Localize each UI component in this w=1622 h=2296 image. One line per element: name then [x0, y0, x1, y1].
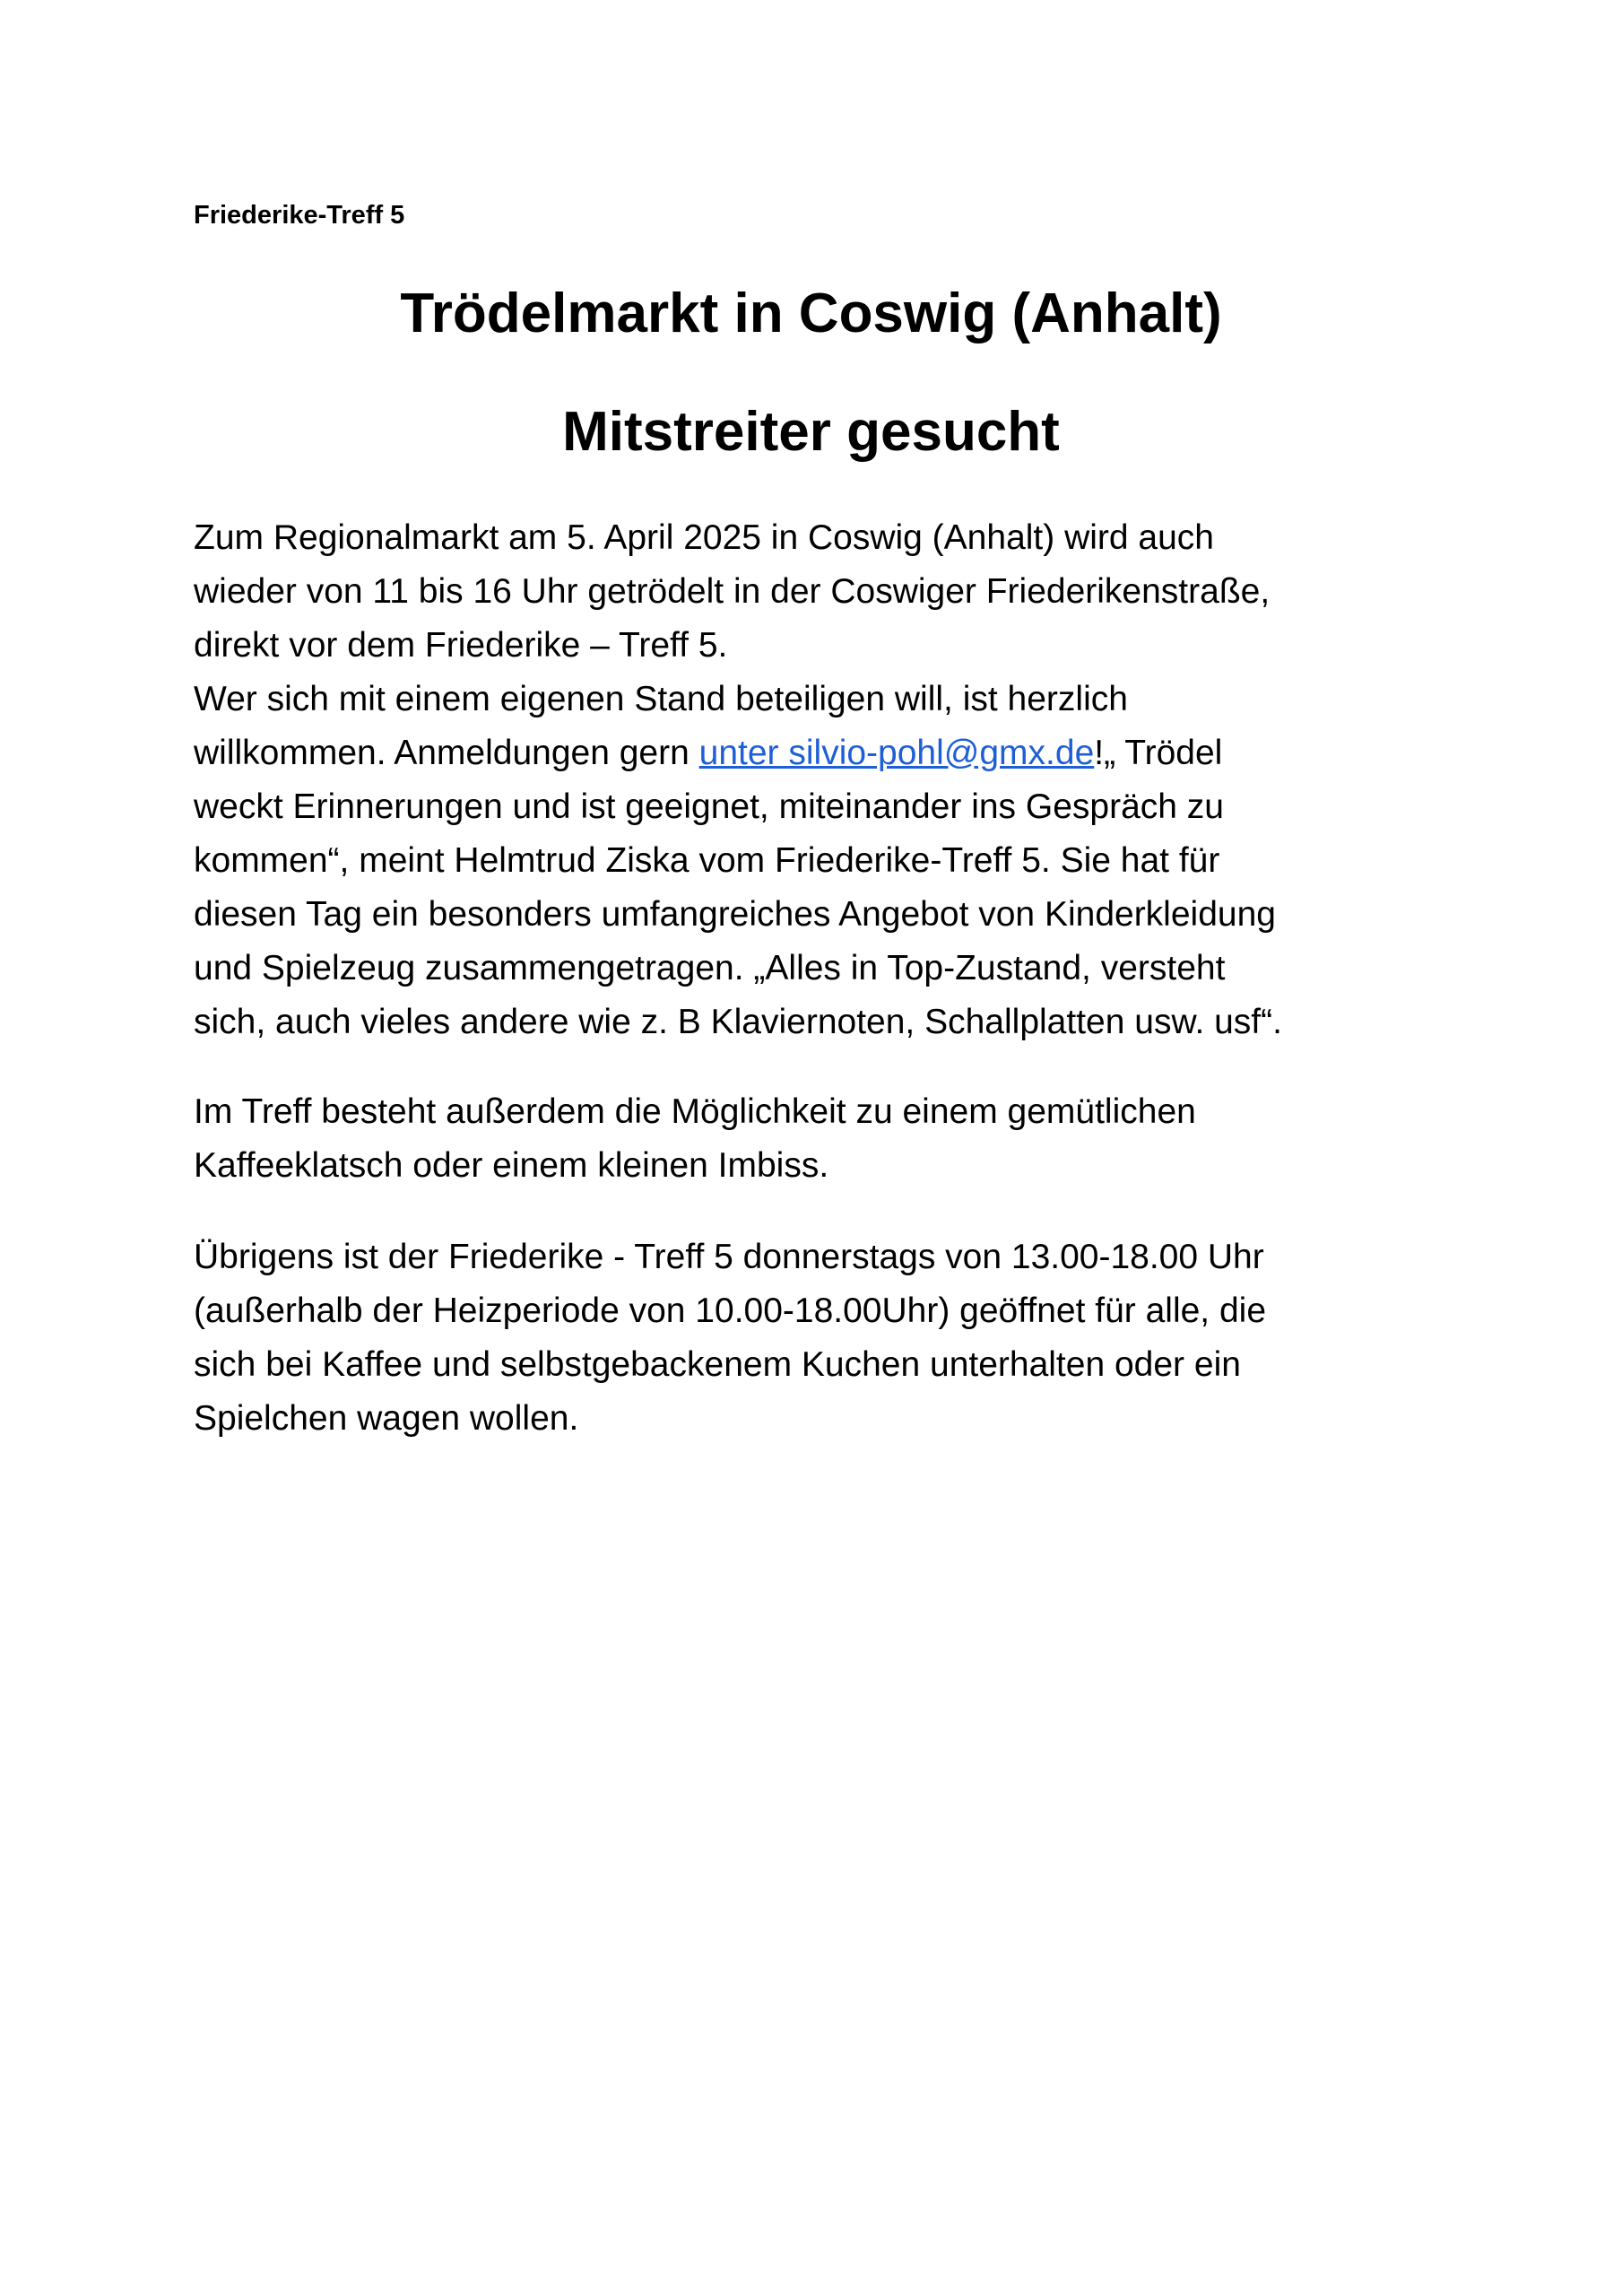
text-line: sich, auch vieles andere wie z. B Klaviernoten, Schallplatten usw. usf“.: [194, 1003, 1282, 1041]
paragraph-3: [194, 1231, 1467, 1446]
header-label: Friederike-Treff 5: [194, 201, 405, 230]
text-line: sich bei Kaffee und selbstgebackenem Kuchen unterhalten oder ein: [194, 1345, 1241, 1384]
text-line: Übrigens ist der Friederike - Treff 5 donnerstags von 13.00-18.00 Uhr: [194, 1238, 1264, 1276]
text-line: Zum Regionalmarkt am 5. April 2025 in Coswig (Anhalt) wird auch: [194, 518, 1214, 557]
text-line: Im Treff besteht außerdem die Möglichkeit zu einem gemütlichen: [194, 1092, 1196, 1131]
paragraph-1: [194, 511, 1467, 1049]
text-line: wieder von 11 bis 16 Uhr getrödelt in der Coswiger Friederikenstraße,: [194, 572, 1271, 611]
text-line: direkt vor dem Friederike – Treff 5.: [194, 626, 728, 665]
page-subtitle: Mitstreiter gesucht: [562, 401, 1060, 463]
text-line-with-link: [194, 726, 1467, 780]
text-line: Spielchen wagen wollen.: [194, 1399, 579, 1438]
text-line: Wer sich mit einem eigenen Stand beteiligen will, ist herzlich: [194, 680, 1128, 718]
text-segment: willkommen. Anmeldungen gern: [194, 734, 699, 772]
text-line: diesen Tag ein besonders umfangreiches Angebot von Kinderkleidung: [194, 895, 1276, 934]
text-line: und Spielzeug zusammengetragen. „Alles in Top-Zustand, versteht: [194, 949, 1226, 987]
paragraph-2: [194, 1085, 1467, 1193]
text-segment: !„ Trödel: [1094, 734, 1223, 772]
text-line: (außerhalb der Heizperiode von 10.00-18.00Uhr) geöffnet für alle, die: [194, 1292, 1267, 1330]
text-line: kommen“, meint Helmtrud Ziska vom Friederike-Treff 5. Sie hat für: [194, 841, 1220, 880]
text-line: weckt Erinnerungen und ist geeignet, miteinander ins Gespräch zu: [194, 787, 1224, 826]
text-line: Kaffeeklatsch oder einem kleinen Imbiss.: [194, 1146, 829, 1185]
email-link[interactable]: unter silvio-pohl@gmx.de: [698, 734, 1095, 772]
page-title: Trödelmarkt in Coswig (Anhalt): [400, 283, 1222, 344]
